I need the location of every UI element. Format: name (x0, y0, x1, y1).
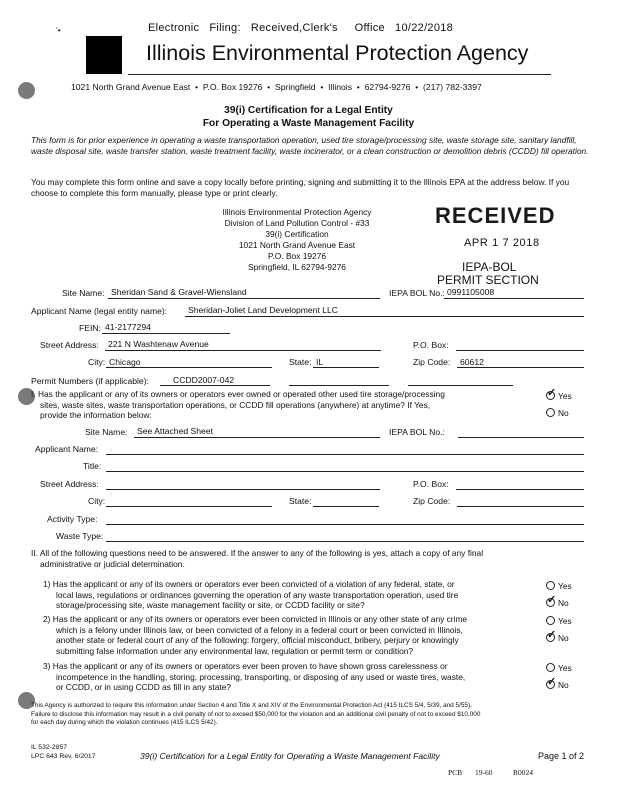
no-label: No (558, 408, 569, 418)
qi-site-name-value[interactable]: See Attached Sheet (137, 426, 213, 436)
qi-pobox-line (456, 489, 584, 490)
fein-label: FEIN: (79, 323, 101, 333)
permit-value[interactable]: CCDD2007-042 (173, 375, 235, 385)
question-line: local laws, regulations or ordinances governing the operation of any waste transportation operation, used tire (56, 589, 459, 600)
section-ii-line: administrative or judicial determination. (40, 558, 185, 569)
street-line (105, 350, 381, 351)
mail-line: 39(i) Certification (265, 229, 329, 239)
qi-applicant-label: Applicant Name: (35, 444, 99, 454)
pcb-number: 19-60 (475, 768, 493, 777)
radio-yes[interactable] (546, 616, 555, 625)
received-stamp: RECEIVED (435, 203, 556, 228)
page-number: Page 1 of 2 (538, 751, 585, 761)
section-ii-question-3 (43, 661, 531, 693)
punch-hole (18, 82, 35, 99)
q1-yes[interactable] (546, 581, 572, 592)
permit-label: Permit Numbers (if applicable): (31, 376, 149, 386)
checkmark-icon: ✓ (547, 676, 557, 688)
fax-header: Electronic Filing: Received,Clerk's Office 10/22/2018 (148, 22, 454, 34)
q2-no[interactable] (546, 629, 569, 644)
mailing-address (212, 207, 382, 273)
zip-line (457, 367, 584, 368)
mail-line: Springfield, IL 62794-9276 (248, 262, 346, 272)
section-ii-line: II. All of the following questions need to be answered. If the answer to any of the following is yes, attach a copy of any final (31, 548, 484, 558)
form-code-2: LPC 643 Rev. 6/2017 (31, 753, 96, 760)
qi-waste-label: Waste Type: (56, 531, 104, 541)
qi-pobox-label: P.O. Box: (413, 479, 449, 489)
iepa-bol-line (444, 298, 584, 299)
state-line (313, 367, 379, 368)
disclosure-line: Failure to disclose this information may result in a civil penalty of not to exceed $50,000 for the violation and an additional civil penalty of not to exceed $10,000 (31, 710, 481, 718)
mail-line: Division of Land Pollution Control - #33 (224, 218, 370, 228)
question-line: another state or federal court of any of the following: forgery, official misconduct, bribery, perjury or knowingly (56, 635, 459, 646)
radio-no[interactable] (546, 629, 557, 642)
section-ii-question-1 (43, 579, 531, 611)
fax-mark: ‘• (56, 26, 61, 35)
city-line (106, 367, 272, 368)
form-title: 39(i) Certification for a Legal Entity (224, 105, 393, 116)
form-code-1: IL 532-2857 (31, 744, 68, 751)
state-label: State: (289, 357, 312, 367)
question-line: storage/processing site, waste management facility or site, or CCDD facility or site? (56, 600, 365, 611)
q1-no[interactable] (546, 594, 569, 609)
qi-site-name-line (134, 437, 380, 438)
stamp-date: APR 1 7 2018 (464, 237, 540, 249)
qi-zip-label: Zip Code: (413, 496, 451, 506)
site-name-value[interactable]: Sheridan Sand & Gravel-Wiensland (111, 287, 247, 297)
radio-no[interactable] (546, 676, 557, 689)
pcb-page-code: R0024 (513, 768, 534, 777)
agency-address: 1021 North Grand Avenue East • P.O. Box 19276 • Springfield • Illinois • 62794-9276 • (217) 782-3397 (71, 82, 482, 92)
footer-title: 39(i) Certification for a Legal Entity for Operating a Waste Management Facility (140, 751, 440, 761)
radio-yes[interactable] (546, 581, 555, 590)
radio-yes[interactable] (546, 387, 557, 400)
yes-label: Yes (558, 616, 572, 626)
question-i-line: I. Has the applicant or any of its owners or operators ever owned or operated other used tire storage/processing (31, 389, 445, 399)
fein-line (102, 333, 230, 334)
site-name-line (108, 298, 380, 299)
question-line: 1) Has the applicant or any of its owners or operators ever been convicted of a violation of any federal, state, or (43, 579, 455, 589)
qi-iepa-bol-line (458, 437, 584, 438)
question-i-line: sites, waste sites, waste transportation operations, or CCDD fill operations (anywhere) at anytime? If Yes, (40, 399, 431, 410)
qi-state-line (313, 506, 379, 507)
qi-street-line (106, 489, 380, 490)
question-line: incompetence in the handling, storing, processing, transporting, or disposing of any used or waste tires, waste, (56, 671, 466, 682)
radio-no[interactable] (546, 408, 555, 417)
question-i (31, 389, 531, 421)
qi-activity-label: Activity Type: (47, 514, 98, 524)
zip-label: Zip Code: (413, 357, 451, 367)
pobox-line (456, 350, 584, 351)
question-i-no[interactable] (546, 408, 569, 419)
permit-line-2 (289, 385, 389, 386)
no-label: No (558, 680, 569, 690)
q2-yes[interactable] (546, 616, 572, 627)
question-line: or CCDD, or in using CCDD as fill in any state? (56, 682, 232, 693)
stamp-section: PERMIT SECTION (437, 273, 539, 287)
agency-name: Illinois Environmental Protection Agency (146, 41, 529, 65)
header-rule (128, 74, 551, 75)
qi-street-label: Street Address: (40, 479, 99, 489)
state-value[interactable]: IL (316, 357, 324, 367)
applicant-label: Applicant Name (legal entity name): (31, 306, 168, 316)
zip-value[interactable]: 60612 (460, 357, 484, 367)
form-subtitle: For Operating a Waste Management Facility (202, 118, 415, 129)
city-label: City: (88, 357, 106, 367)
q3-no[interactable] (546, 676, 569, 691)
qi-applicant-line (106, 454, 584, 455)
applicant-line (185, 316, 584, 317)
street-label: Street Address: (40, 340, 99, 350)
mail-line: P.O. Box 19276 (267, 251, 327, 261)
section-ii-intro (31, 548, 591, 569)
qi-state-label: State: (289, 496, 312, 506)
permit-line-3 (408, 385, 513, 386)
applicant-value[interactable]: Sheridan-Joliet Land Development LLC (188, 305, 339, 315)
qi-city-label: City: (88, 496, 106, 506)
checkmark-icon: ✓ (547, 629, 557, 641)
qi-title-label: Title: (83, 461, 102, 471)
permit-line-1 (160, 385, 270, 386)
stamp-dept: IEPA-BOL (462, 260, 517, 274)
intro-italic: This form is for prior experience in operating a waste transportation operation, used tire storage/processing site, waste storage site, sanitary landfill, waste disposal site, waste transfer station, waste treatment facility, waste incinerator, or a clean construction or demolition debris (CCDD) fill operation. (31, 135, 589, 156)
mail-line: 1021 North Grand Avenue East (238, 240, 356, 250)
agency-logo (86, 36, 122, 74)
yes-label: Yes (558, 581, 572, 591)
qi-site-name-label: Site Name: (85, 427, 128, 437)
street-value[interactable]: 221 N Washtenaw Avenue (108, 339, 209, 349)
yes-label: Yes (558, 391, 572, 401)
section-ii-question-2 (43, 614, 531, 656)
fein-value[interactable]: 41-2177294 (105, 322, 151, 332)
pcb-label: PCB (448, 768, 463, 777)
radio-yes[interactable] (546, 663, 555, 672)
qi-waste-line (106, 541, 584, 542)
intro-plain: You may complete this form online and save a copy locally before printing, signing and submitting it to the Illinois EPA at the address below. If you choose to complete this form manually, please type or print clearly. (31, 177, 570, 198)
disclosure-line: This Agency is authorized to require this information under Section 4 and Title X and XIV of the Environmental Protection Act (415 ILCS 5/4, 5/39, and 5/55). (31, 702, 472, 709)
disclosure-line: for each day during which the violation continues (415 ILCS 5/42). (31, 719, 218, 727)
checkmark-icon: ✓ (547, 594, 557, 606)
question-i-yes[interactable] (546, 387, 572, 402)
question-line: 2) Has the applicant or any of its owners or operators ever been convicted in Illinois or any other state of any crime (43, 614, 468, 624)
qi-city-line (106, 506, 272, 507)
mail-line: Illinois Environmental Protection Agency (222, 207, 372, 217)
radio-no[interactable] (546, 594, 557, 607)
iepa-bol-value[interactable]: 0991105008 (447, 287, 495, 297)
qi-title-line (106, 471, 584, 472)
question-line: submitting false information under any environmental law, regulation or permit term or condition? (56, 645, 414, 656)
iepa-bol-label: IEPA BOL No.: (389, 288, 445, 298)
no-label: No (558, 598, 569, 608)
checkmark-icon: ✓ (547, 387, 557, 399)
qi-iepa-bol-label: IEPA BOL No.: (389, 427, 445, 437)
yes-label: Yes (558, 663, 572, 673)
question-line: 3) Has the applicant or any of its owners or operators ever been proven to have shown gross carelessness or (43, 661, 448, 671)
disclosure (31, 702, 596, 728)
pobox-label: P.O. Box: (413, 340, 449, 350)
qi-zip-line (457, 506, 584, 507)
q3-yes[interactable] (546, 663, 572, 674)
city-value[interactable]: Chicago (109, 357, 141, 367)
question-line: which is a felony under Illinois law, or been convicted of a felony in a federal court or been convicted in Illinois, (56, 624, 463, 635)
site-name-label: Site Name: (62, 288, 105, 298)
question-i-line: provide the information below: (40, 410, 152, 421)
qi-activity-line (106, 524, 584, 525)
no-label: No (558, 633, 569, 643)
